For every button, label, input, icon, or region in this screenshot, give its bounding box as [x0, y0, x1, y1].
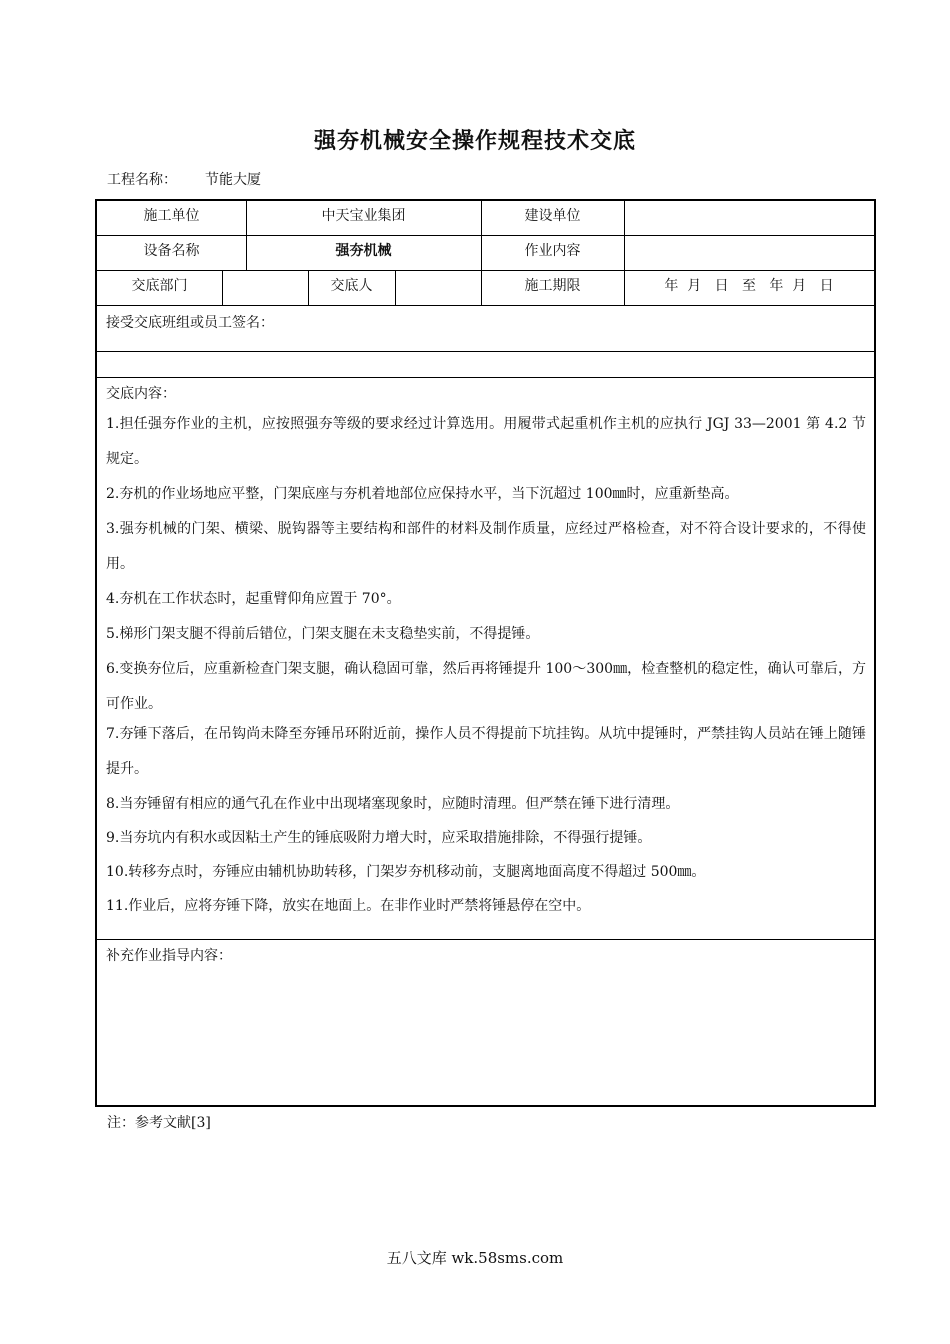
content-item-5: 5.梯形门架支腿不得前后错位，门架支腿在未支稳垫实前，不得提锤。: [106, 626, 540, 642]
work-content-label: 作业内容: [524, 243, 581, 259]
content-item-9: 9.当夯坑内有积水或因粘土产生的锤底吸附力增大时，应采取措施排除，不得强行提锤。: [106, 830, 652, 846]
supplement-label: 补充作业指导内容：: [106, 948, 232, 964]
row-divider: [97, 235, 874, 236]
disclosure-dept-label: 交底部门: [131, 278, 188, 294]
signature-label: 接受交底班组或员工签名：: [106, 315, 274, 331]
project-name-value: 节能大厦: [205, 172, 261, 188]
footer-watermark: 五八文库 wk.58sms.com: [386, 1249, 564, 1267]
project-name-row: [107, 169, 261, 189]
row-divider: [97, 351, 874, 352]
content-label: 交底内容：: [106, 386, 176, 402]
equipment-name-label: 设备名称: [143, 243, 200, 259]
project-name-label: 工程名称：: [107, 172, 177, 188]
content-item-11: 11.作业后，应将夯锤下降，放实在地面上。在非作业时严禁将锤悬停在空中。: [106, 898, 591, 914]
row-divider: [97, 305, 874, 306]
construction-period-value: 年 月 日 至 年 月 日: [664, 278, 834, 294]
content-item-2: 2.夯机的作业场地应平整，门架底座与夯机着地部位应保持水平，当下沉超过 100㎜时，应重新垫高。: [106, 486, 739, 502]
row-divider: [97, 270, 874, 271]
content-item-10: 10.转移夯点时，夯锤应由辅机协助转移，门架岁夯机移动前，支腿离地面高度不得超过 500㎜。: [106, 864, 706, 880]
construction-period-label: 施工期限: [524, 278, 581, 294]
col-divider: [395, 270, 396, 305]
content-item-3: 3.强夯机械的门架、横梁、脱钩器等主要结构和部件的材料及制作质量，应经过严格检查，对不符合设计要求的，不得使用。: [106, 521, 866, 572]
construction-unit-label: 施工单位: [143, 208, 200, 224]
document-title: 强夯机械安全操作规程技术交底: [313, 129, 636, 154]
content-item-6: 6.变换夯位后，应重新检查门架支腿，确认稳固可靠，然后再将锤提升 100～300㎜，检查整机的稳定性，确认可靠后，方可作业。: [106, 661, 866, 712]
content-item-8: 8.当夯锤留有相应的通气孔在作业中出现堵塞现象时，应随时清理。但严禁在锤下进行清理。: [106, 796, 680, 812]
construction-unit-value: 中天宝业集团: [321, 208, 406, 224]
equipment-name-value: 强夯机械: [335, 243, 392, 259]
row-divider: [97, 939, 874, 940]
content-item-1: 1.担任强夯作业的主机，应按照强夯等级的要求经过计算选用。用履带式起重机作主机的应执行 JGJ 33—2001 第 4.2 节规定。: [106, 416, 866, 467]
discloser-label: 交底人: [330, 278, 373, 294]
owner-unit-label: 建设单位: [524, 208, 581, 224]
col-divider: [222, 270, 223, 305]
row-divider: [97, 377, 874, 378]
disclosure-table: [95, 199, 876, 1107]
content-item-4: 4.夯机在工作状态时，起重臂仰角应置于 70°。: [106, 591, 401, 607]
content-item-7: 7.夯锤下落后，在吊钩尚未降至夯锤吊环附近前，操作人员不得提前下坑挂钩。从坑中提锤时，严禁挂钩人员站在锤上随锤提升。: [106, 726, 866, 777]
reference-note: 注：参考文献[3]: [107, 1115, 211, 1131]
